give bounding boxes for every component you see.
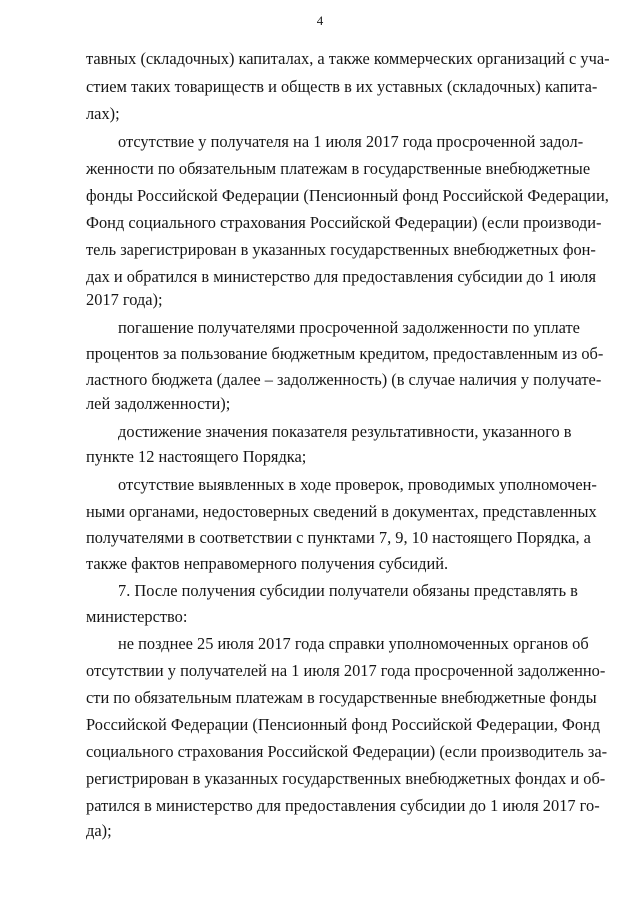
text-line: социального страхования Российской Федерации) (если производитель за- [86,742,608,761]
text-line: лей задолженности); [86,394,231,413]
text-line: также фактов неправомерного получения субсидий. [86,554,449,573]
text-line: не позднее 25 июля 2017 года справки уполномоченных органов об [118,634,589,653]
text-line: достижение значения показателя результативности, указанного в [118,422,572,441]
text-line: отсутствие выявленных в ходе проверок, проводимых уполномочен- [118,475,597,494]
text-line: дах и обратился в министерство для предоставления субсидии до 1 июля [86,267,597,286]
text-line: стием таких товариществ и обществ в их уставных (складочных) капита- [86,77,598,96]
text-line: ратился в министерство для предоставления субсидии до 1 июля 2017 го- [86,796,600,815]
text-line: Фонд социального страхования Российской Федерации) (если производи- [86,213,602,232]
text-line: лах); [86,104,120,123]
text-line: отсутствии у получателей на 1 июля 2017 года просроченной задолженно- [86,661,606,680]
text-line: да); [86,821,112,840]
text-line: сти по обязательным платежам в государственные внебюджетные фонды [86,688,597,707]
text-line: процентов за пользование бюджетным кредитом, предоставленным из об- [86,344,604,363]
text-line: 7. После получения субсидии получатели обязаны представлять в [118,581,578,600]
text-line: фонды Российской Федерации (Пенсионный фонд Российской Федерации, [86,186,609,205]
text-line: министерство: [86,607,188,626]
text-line: женности по обязательным платежам в государственные внебюджетные [86,159,591,178]
text-line: Российской Федерации (Пенсионный фонд Российской Федерации, Фонд [86,715,601,734]
text-line: тавных (складочных) капиталах, а также коммерческих организаций с уча- [86,49,610,68]
text-line: отсутствие у получателя на 1 июля 2017 года просроченной задол- [118,132,584,151]
text-line: ными органами, недостоверных сведений в документах, представленных [86,502,597,521]
text-line: 2017 года); [86,290,163,309]
text-line: регистрирован в указанных государственных внебюджетных фондах и об- [86,769,606,788]
text-line: ластного бюджета (далее – задолженность) (в случае наличия у получате- [86,370,602,389]
text-line: получателями в соответствии с пунктами 7, 9, 10 настоящего Порядка, а [86,528,591,547]
page-number: 4 [316,13,324,28]
text-line: тель зарегистрирован в указанных государственных внебюджетных фон- [86,240,596,259]
text-line: погашение получателями просроченной задолженности по уплате [118,318,580,337]
text-line: пункте 12 настоящего Порядка; [86,447,307,466]
